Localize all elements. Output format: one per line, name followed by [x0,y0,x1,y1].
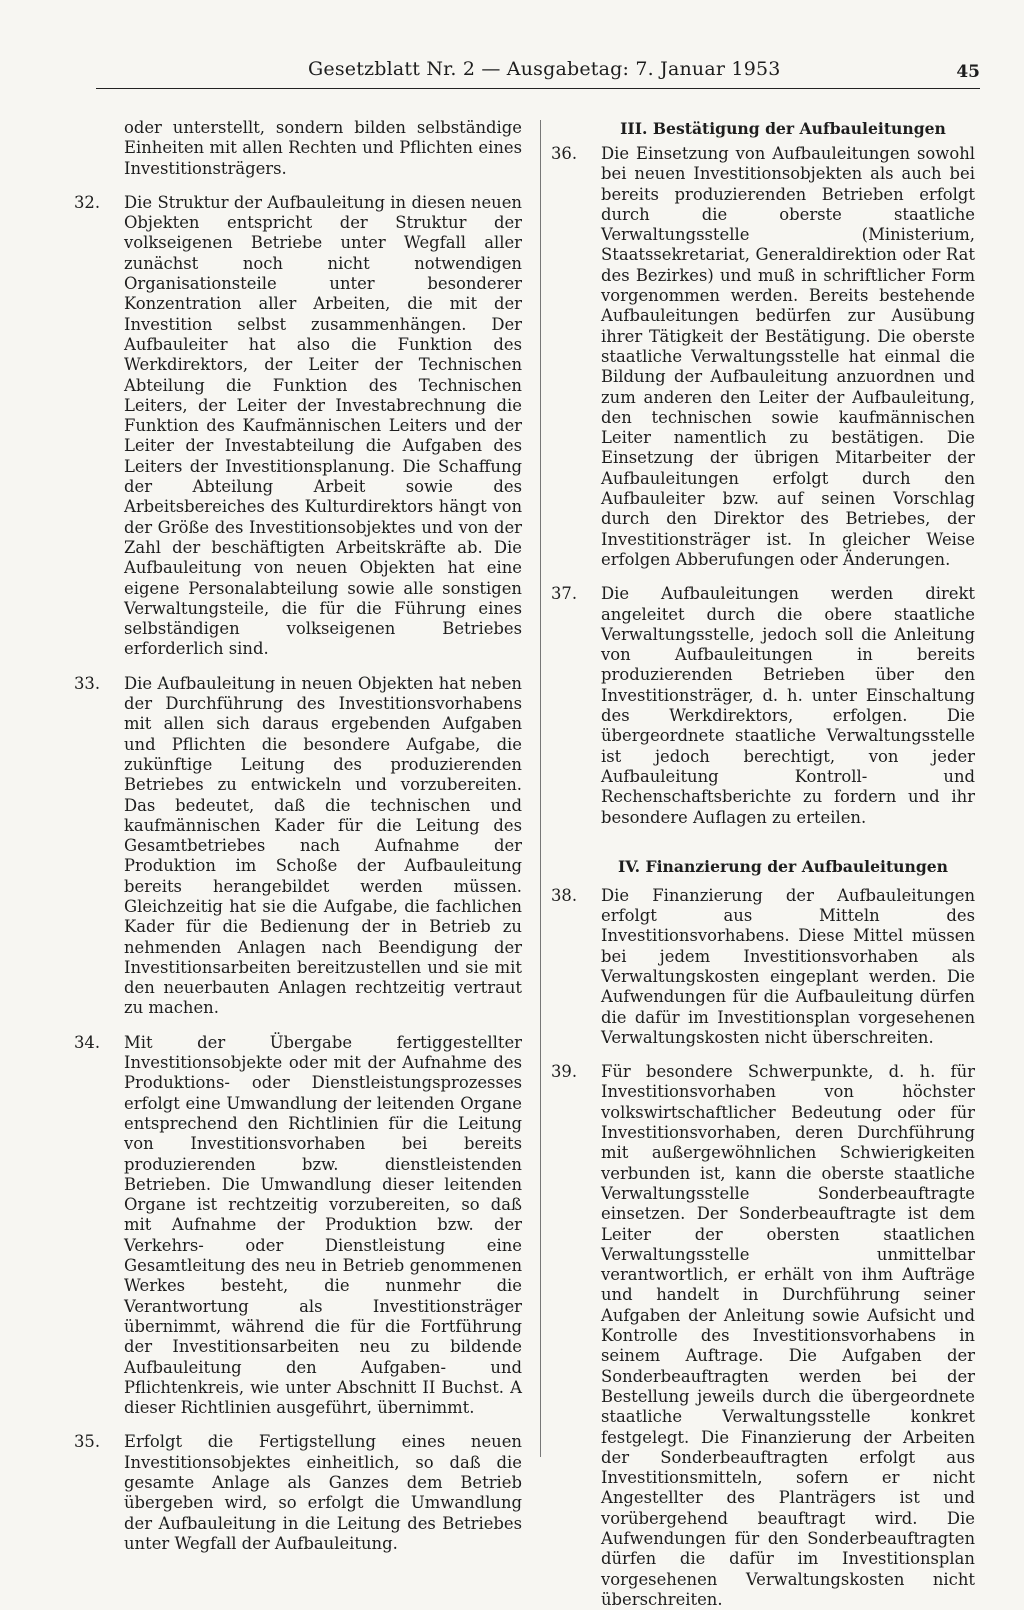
paragraph-text: oder unterstellt, sondern bilden selbständige Einheiten mit allen Rechten und Pflichten eines Investitionsträgers. [124,118,522,178]
paragraph-number: 37. [551,584,578,604]
paragraph-number: 36. [551,144,578,163]
paragraph-text: Die Einsetzung von Aufbauleitungen sowohl bei neuen Investitionsobjekten als auch bei bereits produzierenden Betrieben erfolgt durch die oberste staatliche Verwaltungsstelle (Ministerium, Staatssekretariat, Generaldirektion oder Rat des Bezirkes) und muß in schriftlicher Form vorgenommen werden. Bereits bestehende Aufbauleitungen bedürfen zur Ausübung ihrer Tätigkeit der Bestätigung. Die oberste staatliche Verwaltungsstelle hat einmal die Bildung der Aufbauleitung anzuordnen und zum anderen den Leiter der Aufbauleitung, den technischen sowie kaufmännischen Leiter namentlich zu bestätigen. Die Einsetzung der übrigen Mitarbeiter der Aufbauleitungen erfolgt durch den Aufbauleiter bzw. auf seinen Vorschlag durch den Direktor des Betriebes, der Investitionsträger ist. In gleicher Weise erfolgen Abberufungen oder Änderungen. [601,144,975,569]
column-divider [540,120,541,1457]
paragraph-number: 33. [74,673,101,693]
paragraph-32 [74,193,522,660]
paragraph-text: Die Struktur der Aufbauleitung in diesen neuen Objekten entspricht der Struktur der volkseigenen Betriebe unter Wegfall aller zunächst noch nicht notwendigen Organisationsteile unter besonderer Konzentration aller Arbeiten, die mit der Investition selbst zusammenhängen. Der Aufbauleiter hat also die Funktion des Werkdirektors, der Leiter der Technischen Abteilung die Funktion des Technischen Leiters, der Leiter der Investabrechnung die Funktion des Kaufmännischen Leiters und der Leiter der Investabteilung die Aufgaben des Leiters der Investitionsplanung. Die Schaffung der Abteilung Arbeit sowie des Arbeitsbereiches des Kulturdirektors hängt von der Größe des Investitionsobjektes und von der Zahl der beschäftigten Arbeitskräfte ab. Die Aufbauleitung von neuen Objekten hat eine eigene Personalabteilung sowie alle sonstigen Verwaltungsteile, die für die Führung eines selbständigen volkseigenen Betriebes erforderlich sind. [124,192,522,659]
paragraph-38 [551,886,975,1048]
gazette-issue-title: Gesetzblatt Nr. 2 — Ausgabetag: 7. Januar 1953 [308,58,781,80]
paragraph-text: Erfolgt die Fertigstellung eines neuen Investitionsobjektes einheitlich, so daß die gesamte Anlage als Ganzes dem Betrieb übergeben wird, so erfolgt die Umwandlung der Aufbauleitung in die Leitung des Betriebes unter Wegfall der Aufbauleitung. [124,1432,522,1553]
paragraph-number: 35. [74,1432,101,1452]
paragraph-39 [551,1062,975,1610]
paragraph-number: 38. [551,885,578,905]
paragraph-35 [74,1432,522,1554]
paragraph-text: Die Finanzierung der Aufbauleitungen erfolgt aus Mitteln des Investitionsvorhabens. Diese Mittel müssen bei jedem Investitionsvorhaben als Verwaltungskosten eingeplant werden. Die Aufwendungen für die Aufbauleitung dürfen die dafür im Investitionsplan vorgesehenen Verwaltungskosten nicht überschreiten. [601,885,975,1047]
header-divider [96,88,980,89]
page-header [96,58,980,88]
paragraph-text: Für besondere Schwerpunkte, d. h. für Investitionsvorhaben von höchster volkswirtschaftlicher Bedeutung oder für Investitionsvorhaben, deren Durchführung mit außergewöhnlichen Schwierigkeiten verbunden ist, kann die oberste staatliche Verwaltungsstelle Sonderbeauftragte einsetzen. Der Sonderbeauftragte ist dem Leiter der obersten staatlichen Verwaltungsstelle unmittelbar verantwortlich, er erhält von ihm Aufträge und handelt in Durchführung seiner Aufgaben der Anleitung sowie Aufsicht und Kontrolle des Investitionsvorhabens in seinem Auftrage. Die Aufgaben der Sonderbeauftragten werden bei der Bestellung jeweils durch die übergeordnete staatliche Verwaltungsstelle konkret festgelegt. Die Finanzierung der Arbeiten der Sonderbeauftragten erfolgt aus Investitionsmitteln, sofern er nicht Angestellter des Planträgers ist und vorübergehend beauftragt wird. Die Aufwendungen für den Sonderbeauftragten dürfen die dafür im Investitionsplan vorgesehenen Verwaltungskosten nicht überschreiten. [601,1062,975,1609]
paragraph-36 [551,144,975,570]
paragraph-text: Die Aufbauleitungen werden direkt angeleitet durch die obere staatliche Verwaltungsstelle, jedoch soll die Anleitung von Aufbauleitungen in bereits produzierenden Betrieben über den Investitionsträger, d. h. unter Einschaltung des Werkdirektors, erfolgen. Die übergeordnete staatliche Verwaltungsstelle ist jedoch berechtigt, von jeder Aufbauleitung Kontroll- und Rechenschaftsberichte zu fordern und ihr besondere Auflagen zu erteilen. [601,584,975,827]
paragraph-number: 32. [74,192,101,212]
section-heading-iv: IV. Finanzierung der Aufbauleitungen [618,856,948,876]
paragraph-text: Die Aufbauleitung in neuen Objekten hat neben der Durchführung des Investitionsvorhabens mit allen sich daraus ergebenden Aufgaben und Pflichten die besondere Aufgabe, die zukünftige Leitung des produzierenden Betriebes zu entwickeln und vorzubereiten. Das bedeutet, daß die technischen und kaufmännischen Kader für die Leitung des Gesamtbetriebes nach Aufnahme der Produktion im Schoße der Aufbauleitung bereits herangebildet werden müssen. Gleichzeitig hat sie die Aufgabe, die fachlichen Kader für die Bedienung der in Betrieb zu nehmenden Anlagen nach Beendigung der Investitionsarbeiten bereitzustellen und sie mit den neuerbauten Anlagen rechtzeitig vertraut zu machen. [124,673,522,1018]
paragraph-37 [551,584,975,828]
section-heading-iii: III. Bestätigung der Aufbauleitungen [620,119,946,138]
paragraph-33 [74,674,522,1019]
paragraph-text: Mit der Übergabe fertiggestellter Investitionsobjekte oder mit der Aufnahme des Produktions- oder Dienstleistungsprozesses erfolgt eine Umwandlung der leitenden Organe entsprechend den Richtlinien für die Leitung von Investitionsvorhaben bei bereits produzierenden bzw. dienstleistenden Betrieben. Die Umwandlung dieser leitenden Organe ist rechtzeitig vorzubereiten, so daß mit Aufnahme der Produktion bzw. der Verkehrs- oder Dienstleistung eine Gesamtleitung des neu in Betrieb genommenen Werkes besteht, die nunmehr die Verantwortung als Investitionsträger übernimmt, während die für die Fortführung der Investitionsarbeiten neu zu bildende Aufbauleitung den Aufgaben- und Pflichtenkreis, wie unter Abschnitt II Buchst. A dieser Richtlinien ausgeführt, übernimmt. [124,1032,522,1418]
right-column [551,118,975,1610]
page-number: 45 [956,62,980,82]
paragraph-34 [74,1033,522,1419]
paragraph-31-continued [74,118,522,179]
paragraph-number: 34. [74,1032,101,1052]
left-column [74,118,522,1554]
paragraph-number: 39. [551,1062,578,1082]
